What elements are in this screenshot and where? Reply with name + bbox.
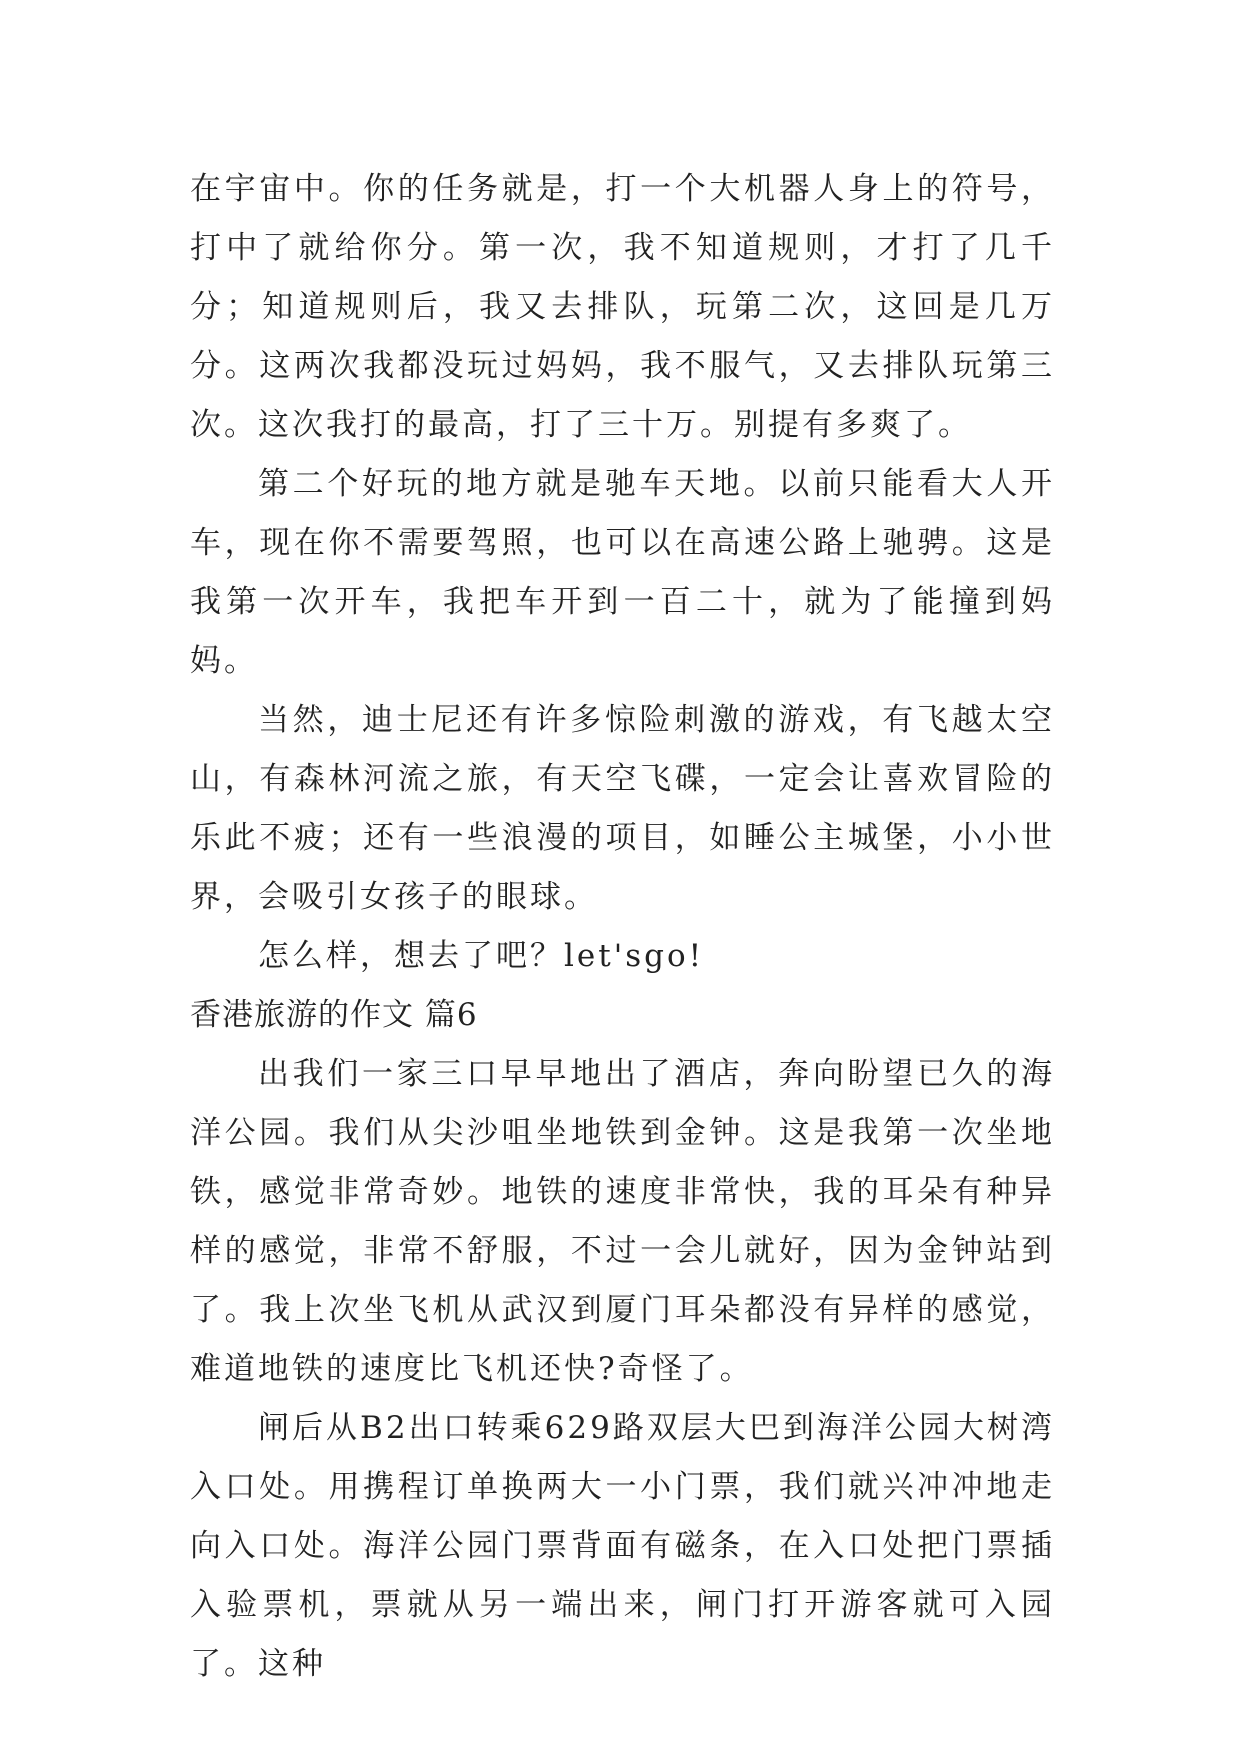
- section-heading: 香港旅游的作文 篇6: [190, 997, 478, 1033]
- paragraph-disney-rides: 当然，迪士尼还有许多惊险刺激的游戏，有飞越太空山，有森林河流之旅，有天空飞碟，一定会让喜欢冒险的乐此不疲；还有一些浪漫的项目，如睡公主城堡，小小世界，会吸引女孩子的眼球。: [190, 702, 1055, 915]
- paragraph-subway-trip: 出我们一家三口早早地出了酒店，奔向盼望已久的海洋公园。我们从尖沙咀坐地铁到金钟。这是我第一次坐地铁，感觉非常奇妙。地铁的速度非常快，我的耳朵有种异样的感觉，非常不舒服，不过一会儿就好，因为金钟站到了。我上次坐飞机从武汉到厦门耳朵都没有异样的感觉，难道地铁的速度比飞机还快?奇怪了。: [190, 1056, 1055, 1387]
- paragraph-lets-go: 怎么样，想去了吧？let'sgo!: [258, 938, 705, 974]
- document-body: [190, 160, 1055, 1694]
- paragraph-racing-cars: 第二个好玩的地方就是驰车天地。以前只能看大人开车，现在你不需要驾照，也可以在高速公路上驰骋。这是我第一次开车，我把车开到一百二十，就为了能撞到妈妈。: [190, 466, 1055, 679]
- paragraph-space-game: 在宇宙中。你的任务就是，打一个大机器人身上的符号，打中了就给你分。第一次，我不知道规则，才打了几千分；知道规则后，我又去排队，玩第二次，这回是几万分。这两次我都没玩过妈妈，我不服气，又去排队玩第三次。这次我打的最高，打了三十万。别提有多爽了。: [190, 171, 1055, 443]
- paragraph-ocean-park-entrance: 闸后从B2出口转乘629路双层大巴到海洋公园大树湾入口处。用携程订单换两大一小门票，我们就兴冲冲地走向入口处。海洋公园门票背面有磁条，在入口处把门票插入验票机，票就从另一端出来，闸门打开游客就可入园了。这种: [190, 1410, 1055, 1682]
